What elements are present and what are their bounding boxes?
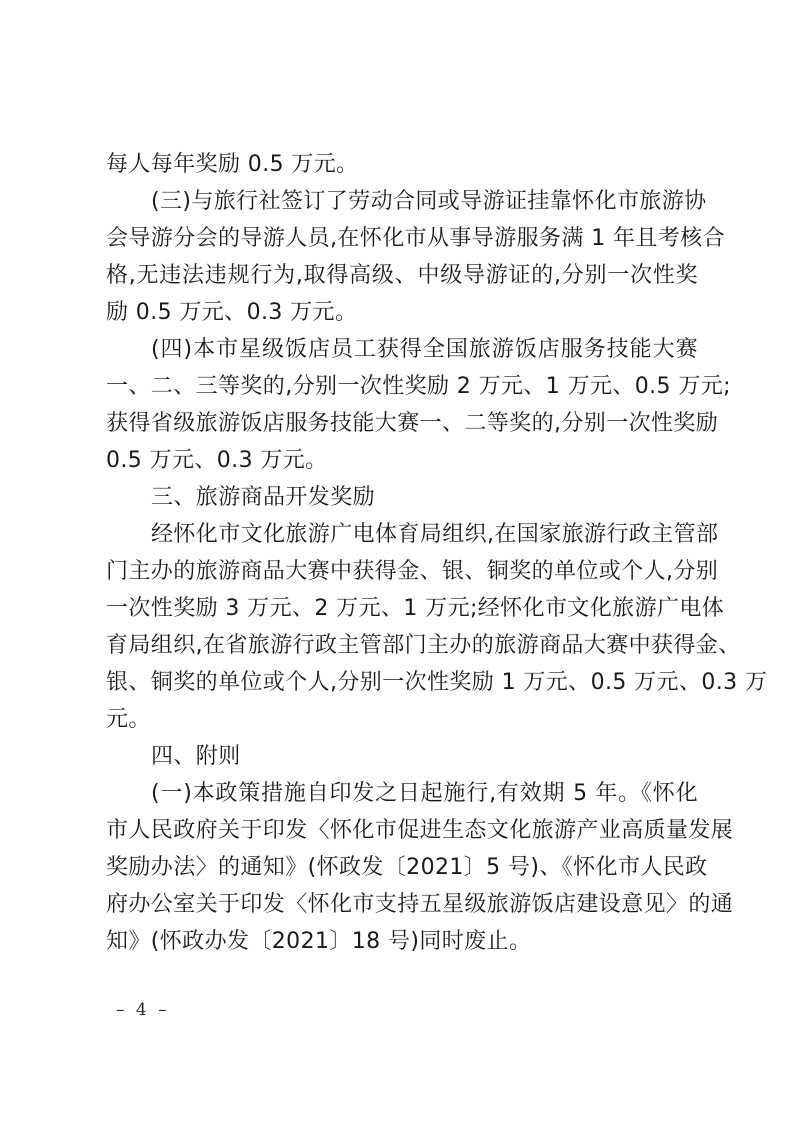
- text-line: 门主办的旅游商品大赛中获得金、银、铜奖的单位或个人,分别: [106, 559, 719, 584]
- text-line: 每人每年奖励 0.5 万元。: [106, 152, 359, 177]
- text-line: 格,无违法违规行为,取得高级、中级导游证的,分别一次性奖: [106, 263, 698, 288]
- text-line: 市人民政府关于印发〈怀化市促进生态文化旅游产业高质量发展: [106, 818, 734, 843]
- text-line: (三)与旅行社签订了劳动合同或导游证挂靠怀化市旅游协: [151, 189, 707, 214]
- text-line: 0.5 万元、0.3 万元。: [106, 448, 328, 473]
- text-line: 府办公室关于印发〈怀化市支持五星级旅游饭店建设意见〉的通: [106, 892, 734, 917]
- text-line: 一次性奖励 3 万元、2 万元、1 万元;经怀化市文化旅游广电体: [106, 596, 725, 621]
- text-line: (一)本政策措施自印发之日起施行,有效期 5 年。《怀化: [151, 781, 698, 806]
- text-line: 会导游分会的导游人员,在怀化市从事导游服务满 1 年且考核合: [106, 226, 725, 251]
- section-heading: 四、附则: [151, 744, 241, 769]
- text-line: 银、铜奖的单位或个人,分别一次性奖励 1 万元、0.5 万元、0.3 万: [106, 670, 768, 695]
- text-line: 经怀化市文化旅游广电体育局组织,在国家旅游行政主管部: [151, 522, 719, 547]
- text-line: 获得省级旅游饭店服务技能大赛一、二等奖的,分别一次性奖励: [106, 411, 719, 436]
- document-body: [106, 146, 768, 960]
- text-line: (四)本市星级饭店员工获得全国旅游饭店服务技能大赛: [151, 337, 698, 362]
- text-line: 知》(怀政办发〔2021〕18 号)同时废止。: [106, 929, 532, 954]
- page-number: – 4 –: [116, 1000, 170, 1020]
- text-line: 励 0.5 万元、0.3 万元。: [106, 300, 358, 325]
- text-line: 元。: [106, 707, 151, 732]
- section-heading: 三、旅游商品开发奖励: [151, 485, 376, 510]
- text-line: 奖励办法〉的通知》(怀政发〔2021〕5 号)、《怀化市人民政: [106, 855, 708, 880]
- text-line: 一、二、三等奖的,分别一次性奖励 2 万元、1 万元、0.5 万元;: [106, 374, 731, 399]
- text-line: 育局组织,在省旅游行政主管部门主办的旅游商品大赛中获得金、: [106, 633, 741, 658]
